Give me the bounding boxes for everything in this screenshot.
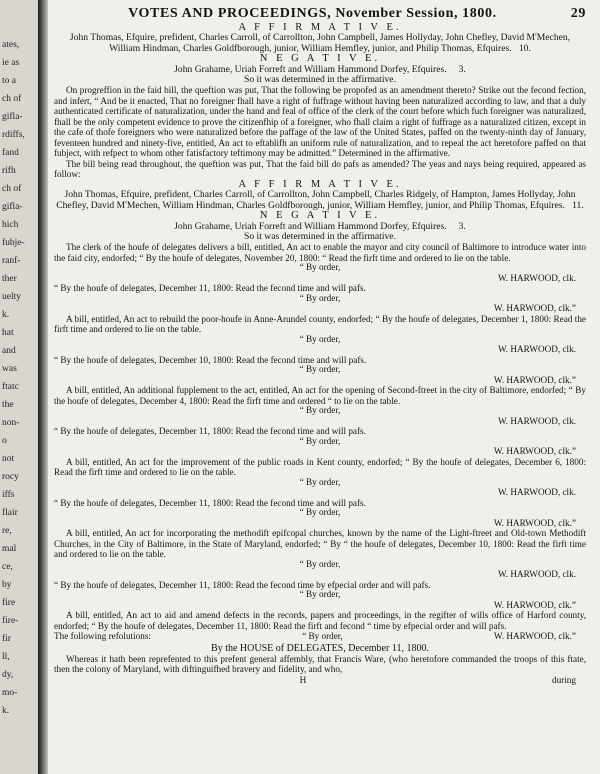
clerk-signature: W. HARWOOD, clk. <box>497 344 576 355</box>
book-gutter <box>38 0 48 774</box>
bill-entry <box>54 457 586 529</box>
vote2-negative-label: N E G A T I V E. <box>259 210 381 222</box>
resolution-heading: By the HOUSE of DELEGATES, December 11, 1800. <box>211 642 429 654</box>
adjacent-page-text: mo- <box>2 688 18 698</box>
bill-intro: The clerk of the houfe of delegates delivers a bill, entitled, An act to enable the mayor and city council of Baltimore to introduce water into the faid city, endorfed; “ By the houfe of delegates, November 20, 1800: “ Read the firft time and ordered to lie on the table. <box>54 242 586 263</box>
by-order: “ By order, <box>299 405 341 416</box>
by-order: “ By order, <box>299 435 341 446</box>
adjacent-page-text: iffs <box>2 490 15 500</box>
adjacent-page-text: rocy <box>2 472 19 482</box>
adjacent-page-text: dy, <box>2 670 14 680</box>
vote2-negative-count: 3. <box>458 220 466 232</box>
catchword: during <box>551 674 576 685</box>
adjacent-page-text: flair <box>2 508 18 518</box>
adjacent-page-text: ie as <box>2 58 20 68</box>
vote1-affirmative-count: 10. <box>518 42 531 54</box>
adjacent-page-text: and <box>2 346 16 356</box>
adjacent-page-text: gifla- <box>2 112 23 122</box>
whereas-paragraph: Whereas it hath been reprefented to this prefent general affembly, that Francis Ware, (who heretofore commanded the troops of this ftate, then the colony of Maryland, with diftinguifhed bravery and fidelity, and who, <box>54 653 586 675</box>
adjacent-page-text: re, <box>2 526 12 536</box>
adjacent-page-text: k. <box>2 310 10 320</box>
clerk-signature: W. HARWOOD, clk.” <box>493 303 576 314</box>
clerk-signature: W. HARWOOD, clk.” <box>493 517 576 528</box>
adjacent-page-text: to a <box>2 76 16 86</box>
bill-entry <box>54 528 586 610</box>
adjacent-page-text: ranf- <box>2 256 21 266</box>
clerk-signature: W. HARWOOD, clk. <box>497 487 576 498</box>
by-order: “ By order, <box>299 558 341 569</box>
clerk-signature: W. HARWOOD, clk.” <box>493 446 576 457</box>
signature-mark: H <box>299 674 307 685</box>
bill-intro: A bill, entitled, An act to aid and amend defects in the records, papers and proceedings, in the regifter of wills office of Harford county, endorfed; “ By the houfe of delegates, December 11, 1800: Read the firft and fecond “ time by efpecial order and will pafs. <box>54 610 586 631</box>
resolutions-intro: The following refolutions: <box>54 631 151 642</box>
adjacent-page-text: rifh <box>2 166 16 176</box>
second-reading-row: “ By the houfe of delegates, December 11, 1800: Read the fecond time by efpecial order and will pafs. <box>54 579 431 590</box>
adjacent-page-text: rdiffs, <box>2 130 25 140</box>
vote1-negative-label: N E G A T I V E. <box>259 53 381 65</box>
adjacent-page-fragment <box>0 0 38 774</box>
adjacent-page-text: o <box>2 436 7 446</box>
vote1-affirmative-names: John Thomas, Efquire, prefident, Charles Carroll, of Carrollton, John Campbell, James Hollyday, John Chefley, David M'Mechen, William Hindman, Charles Goldfborough, junior, William Hemfley, junior, and Philip Thomas, Efquires. 10. <box>69 32 571 54</box>
vote2-affirmative-label: A F F I R M A T I V E. <box>238 178 402 190</box>
adjacent-page-text: ch of <box>2 184 22 194</box>
adjacent-page-text: ftatc <box>2 382 19 392</box>
clerk-signature: W. HARWOOD, clk.” <box>493 599 576 610</box>
by-order: “ By order, <box>299 589 341 600</box>
adjacent-page-text: ce, <box>2 562 13 572</box>
adjacent-page-text: the <box>2 400 14 410</box>
page-number: 29 <box>570 6 586 21</box>
bill-intro: A bill, entitled, An act to rebuild the poor-houfe in Anne-Arundel county, endorfed; “ By the houfe of delegates, December 1, 1800: Read the firft time and ordered to lie on the table. <box>54 313 586 335</box>
second-reading-row: “ By the houfe of delegates, December 11, 1800: Read the fecond time and will pafs. <box>54 283 366 294</box>
adjacent-page-text: ther <box>2 274 17 284</box>
clerk-signature: W. HARWOOD, clk. <box>497 569 576 580</box>
bill-entry <box>54 242 586 314</box>
amendment-paragraph: On progreffion in the faid bill, the queftion was put, That the following be propofed as an amendment thereto? Strike out the fecond fection, and infert, “ And be it enacted, That no foreigner fhall have a right of fuffrage without having been naturalized according to law, and that a duly authenticated certificate of naturalization, under the hand and feal of office of the clerk of the court before which fuch foreigner was naturalized, fhall be the only competent evidence to prove the citizenfhip of a foreigner, who fhall claim a right of fuffrage as a naturalized citizen, except in the cafe of thofe foreigners who were naturalized before the paffage of the law of the United States, paffed on the twenty-ninth day of January, feventeen hundred and ninety-five, entitled, An act to eftablifh an uniform rule of naturalization, and to repeal the act heretofore paffed on that fubject, with refpect to whom other fatisfactory teftimony may be admitted.” Determined in the affirmative. <box>54 85 586 159</box>
bill-intro: A bill, entitled, An act for incorporating the methodift epifcopal churches, known by the name of the Light-ftreet and Old-town Methodift Churches, in the City of Baltimore, in the State of Maryland, endorfed; “ By “ the houfe of delegates, December 10, 1800: Read the firft time and ordered to lie on the table. <box>54 528 586 560</box>
page-header <box>54 6 586 22</box>
bill-entry <box>54 314 586 386</box>
clerk-signature: W. HARWOOD, clk.” <box>493 631 576 642</box>
vote2-affirmative-names: John Thomas, Efquire, prefident, Charles Carroll, of Carrollton, John Campbell, Charles Ridgely, of Hampton, James Hollyday, John Chefley, David M'Mechen, William Hindman, Charles Goldfborough, junior, William Hemfley, junior, and Philip Thomas, Efquires. 11. <box>56 189 584 211</box>
adjacent-page-text: hat <box>2 328 14 338</box>
adjacent-page-text: uelty <box>2 292 21 302</box>
by-order: “ By order, <box>299 292 341 303</box>
adjacent-page-text: was <box>2 364 17 374</box>
vote2-result: So it was determined in the affirmative. <box>244 230 396 242</box>
adjacent-page-text: ch of <box>2 94 22 104</box>
adjacent-page-text: fubje- <box>2 238 25 248</box>
vote1-affirmative-label: A F F I R M A T I V E. <box>238 22 402 33</box>
by-order: “ By order, <box>299 507 341 518</box>
clerk-signature: W. HARWOOD, clk. <box>497 415 576 426</box>
vote2-affirmative-count: 11. <box>572 199 584 211</box>
adjacent-page-text: by <box>2 580 12 590</box>
adjacent-page-text: mal <box>2 544 17 554</box>
by-order: “ By order, <box>299 333 341 344</box>
by-order: “ By order, <box>299 364 341 375</box>
by-order: “ By order, <box>302 631 343 642</box>
adjacent-page-text: ll, <box>2 652 10 662</box>
document-page <box>48 0 600 774</box>
vote1-negative-names: John Grahame, Uriah Forreft and William Hammond Dorfey, Efquires. 3. <box>174 63 466 75</box>
vote1-result: So it was determined in the affirmative. <box>244 74 396 86</box>
third-reading-paragraph: The bill being read throughout, the queftion was put, That the faid bill do pafs as amended? The yeas and nays being required, appeared as follow: <box>54 158 586 180</box>
bill-list <box>54 242 586 610</box>
adjacent-page-text: fand <box>2 148 19 158</box>
by-order: “ By order, <box>299 262 341 273</box>
adjacent-page-text: fire <box>2 598 16 608</box>
running-title: VOTES AND PROCEEDINGS, November Session, 1800. <box>128 6 497 21</box>
adjacent-page-text: hich <box>2 220 19 230</box>
second-reading-row: “ By the houfe of delegates, December 11, 1800: Read the fecond time and will pafs. <box>54 426 366 437</box>
second-reading-row: “ By the houfe of delegates, December 10, 1800: Read the fecond time and will pafs. <box>54 354 367 365</box>
clerk-signature: W. HARWOOD, clk. <box>497 272 576 283</box>
by-order: “ By order, <box>299 476 341 487</box>
last-bill-entry <box>54 610 586 642</box>
clerk-signature: W. HARWOOD, clk.” <box>493 374 576 385</box>
adjacent-page-text: fire- <box>2 616 19 626</box>
adjacent-page-text: not <box>2 454 15 464</box>
bill-intro: A bill, entitled, An additional fupplement to the act, entitled, An act for the opening of Second-ftreet in the city of Baltimore, endorfed; “ By the houfe of delegates, December 4, 1800: Read the firft time and ordered “ to lie on the table. <box>54 385 586 406</box>
adjacent-page-text: fir <box>2 634 11 644</box>
adjacent-page-text: k. <box>2 706 10 716</box>
adjacent-page-text: non- <box>2 418 20 428</box>
adjacent-page-text: gifla- <box>2 202 23 212</box>
bill-entry <box>54 385 586 457</box>
vote2-negative-names: John Grahame, Uriah Forreft and William Hammond Dorfey, Efquires. 3. <box>174 220 466 232</box>
page-footer <box>54 675 586 686</box>
resolutions-row <box>54 631 586 642</box>
vote1-negative-count: 3. <box>458 63 466 75</box>
bill-intro: A bill, entitled, An act for the improvement of the public roads in Kent county, endorfed; “ By the houfe of delegates, December 6, 1800: Read the firft time and ordered to lie on the table. <box>54 456 586 478</box>
second-reading-row: “ By the houfe of delegates, December 11, 1800: Read the fecond time and will pafs. <box>54 497 366 508</box>
adjacent-page-text: ates, <box>2 40 20 50</box>
